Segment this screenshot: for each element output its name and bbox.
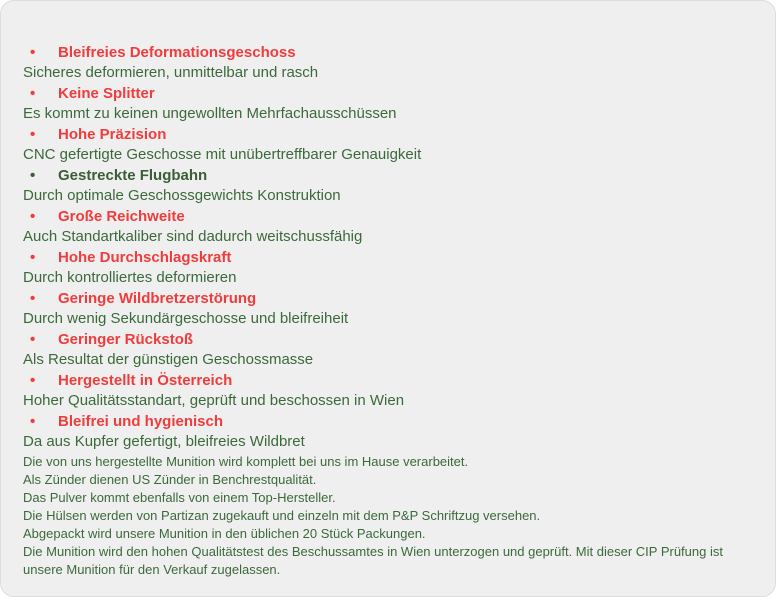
- note-line: Die Hülsen werden von Partizan zugekauft und einzeln mit dem P&P Schriftzug versehen.: [23, 508, 541, 523]
- feature-title-text: Keine Splitter: [58, 85, 155, 102]
- feature-title-text: Bleifrei und hygienisch: [58, 413, 224, 430]
- feature-description: Als Resultat der günstigen Geschossmasse: [23, 351, 314, 368]
- feature-title-text: Geringe Wildbretzerstörung: [58, 290, 257, 307]
- note-line: Die von uns hergestellte Munition wird komplett bei uns im Hause verarbeitet.: [23, 454, 469, 469]
- feature-title-text: Große Reichweite: [58, 208, 185, 225]
- feature-list: [23, 42, 763, 579]
- feature-title: [23, 124, 763, 145]
- feature-description: CNC gefertigte Geschosse mit unübertreffbarer Genauigkeit: [23, 146, 422, 163]
- bullet-icon: •: [30, 249, 36, 266]
- feature-item: [23, 42, 763, 83]
- feature-item: [23, 411, 763, 452]
- feature-title: [23, 42, 763, 63]
- note-line: Als Zünder dienen US Zünder in Benchrestqualität.: [23, 472, 317, 487]
- feature-description: Hoher Qualitätsstandart, geprüft und beschossen in Wien: [23, 392, 405, 409]
- feature-title: [23, 411, 763, 432]
- bullet-icon: •: [30, 331, 36, 348]
- feature-item: [23, 329, 763, 370]
- feature-item: [23, 83, 763, 124]
- feature-title-text: Hergestellt in Österreich: [58, 372, 233, 389]
- bullet-icon: •: [30, 208, 36, 225]
- note-line: Die Munition wird den hohen Qualitätstest des Beschussamtes in Wien unterzogen und geprüft. Mit dieser CIP Prüfung ist unsere Munition für den Verkauf zugelassen.: [23, 544, 723, 577]
- feature-item: [23, 247, 763, 288]
- feature-description: Sicheres deformieren, unmittelbar und rasch: [23, 64, 319, 81]
- bullet-icon: •: [30, 44, 36, 61]
- feature-item: [23, 288, 763, 329]
- note-line: Abgepackt wird unsere Munition in den üblichen 20 Stück Packungen.: [23, 526, 426, 541]
- feature-item: [23, 370, 763, 411]
- bullet-icon: •: [30, 85, 36, 102]
- feature-title: [23, 247, 763, 268]
- feature-title-text: Geringer Rückstoß: [58, 331, 194, 348]
- bullet-icon: •: [30, 126, 36, 143]
- feature-item: [23, 165, 763, 206]
- feature-description: Da aus Kupfer gefertigt, bleifreies Wildbret: [23, 433, 305, 450]
- feature-title: [23, 288, 763, 309]
- bullet-icon: •: [30, 413, 36, 430]
- feature-title-text: Gestreckte Flugbahn: [58, 167, 208, 184]
- note-line: Das Pulver kommt ebenfalls von einem Top-Hersteller.: [23, 490, 336, 505]
- feature-item: [23, 124, 763, 165]
- feature-title: [23, 206, 763, 227]
- feature-description: Es kommt zu keinen ungewollten Mehrfachausschüssen: [23, 105, 397, 122]
- feature-item: [23, 206, 763, 247]
- bullet-icon: •: [30, 167, 36, 184]
- feature-title-text: Hohe Präzision: [58, 126, 167, 143]
- feature-description: Durch kontrolliertes deformieren: [23, 269, 237, 286]
- feature-title: [23, 83, 763, 104]
- bullet-icon: •: [30, 372, 36, 389]
- notes-block: [23, 453, 763, 579]
- feature-title: [23, 370, 763, 391]
- feature-description: Durch wenig Sekundärgeschosse und bleifreiheit: [23, 310, 349, 327]
- feature-title-text: Hohe Durchschlagskraft: [58, 249, 232, 266]
- feature-title: [23, 165, 763, 186]
- feature-description: Auch Standartkaliber sind dadurch weitschussfähig: [23, 228, 363, 245]
- bullet-icon: •: [30, 290, 36, 307]
- feature-description: Durch optimale Geschossgewichts Konstruktion: [23, 187, 341, 204]
- feature-title-text: Bleifreies Deformationsgeschoss: [58, 44, 296, 61]
- feature-title: [23, 329, 763, 350]
